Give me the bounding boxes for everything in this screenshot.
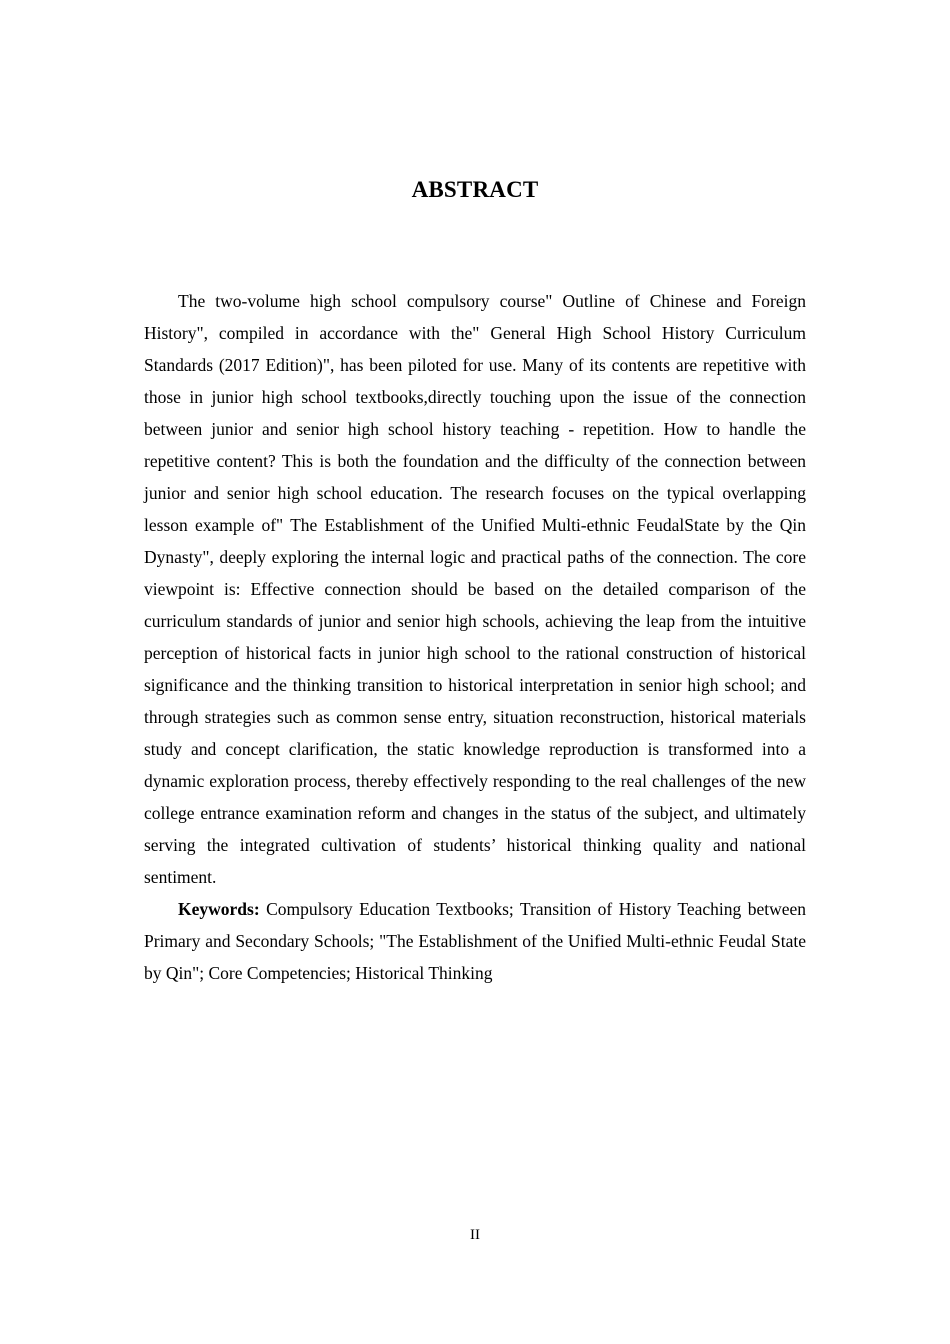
abstract-body: [144, 285, 806, 989]
abstract-title: ABSTRACT: [411, 177, 539, 202]
page-number: II: [470, 1227, 480, 1243]
keywords-label: Keywords:: [178, 899, 260, 919]
keywords-paragraph: [144, 893, 806, 989]
abstract-paragraph: The two-volume high school compulsory course" Outline of Chinese and Foreign History", compiled in accordance with the" General High School History Curriculum Standards (2017 Edition)", has been piloted for use. Many of its contents are repetitive with those in junior high school textbooks,directly touching upon the issue of the connection between junior and senior high school history teaching - repetition. How to handle the repetitive content? This is both the foundation and the difficulty of the connection between junior and senior high school education. The research focuses on the typical overlapping lesson example of" The Establishment of the Unified Multi-ethnic FeudalState by the Qin Dynasty", deeply exploring the internal logic and practical paths of the connection. The core viewpoint is: Effective connection should be based on the detailed comparison of the curriculum standards of junior and senior high schools, achieving the leap from the intuitive perception of historical facts in junior high school to the rational construction of historical significance and the thinking transition to historical interpretation in senior high school; and through strategies such as common sense entry, situation reconstruction, historical materials study and concept clarification, the static knowledge reproduction is transformed into a dynamic exploration process, thereby effectively responding to the real challenges of the new college entrance examination reform and changes in the status of the subject, and ultimately serving the integrated cultivation of students’ historical thinking quality and national sentiment.: [144, 291, 806, 887]
keywords-text: Compulsory Education Textbooks; Transition of History Teaching between Primary and Secondary Schools; "The Establishment of the Unified Multi-ethnic Feudal State by Qin"; Core Competencies; Historical Thinking: [144, 899, 806, 983]
